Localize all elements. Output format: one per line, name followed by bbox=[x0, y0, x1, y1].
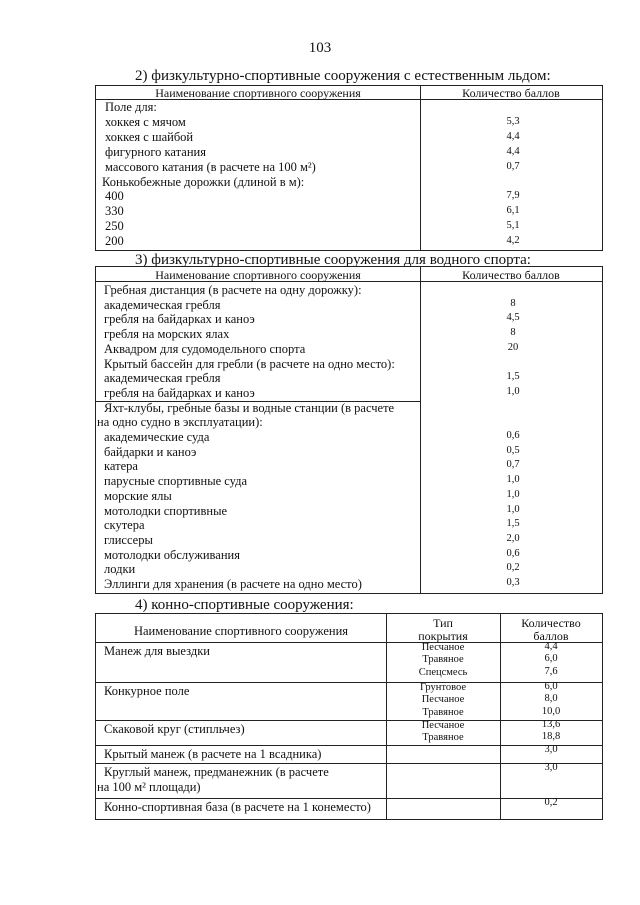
section2-row-label: 330 bbox=[105, 204, 124, 219]
section2-row-value: 6,1 bbox=[506, 205, 520, 217]
section3-row-label: Эллинги для хранения (в расчете на одно место) bbox=[104, 577, 362, 591]
section3-col-points: Количество баллов bbox=[462, 268, 560, 282]
section4-row-points: 0,2 bbox=[544, 797, 558, 808]
section2-row-label: хоккея с шайбой bbox=[105, 129, 194, 144]
section3-row-value: 0,7 bbox=[506, 459, 520, 471]
section2-row-label: хоккея с мячом bbox=[105, 114, 186, 129]
section4-row-name: Крытый манеж (в расчете на 1 всадника) bbox=[104, 747, 322, 761]
section3-row-value: 1,0 bbox=[506, 474, 520, 486]
section2-row-label: 250 bbox=[105, 219, 124, 234]
section4-col-points-2: баллов bbox=[533, 629, 569, 643]
section3-row-value: 2,0 bbox=[506, 532, 520, 544]
section3-heading: 3) физкультурно-спортивные сооружения для водного спорта: bbox=[135, 252, 531, 268]
section4-row-name: Конно-спортивная база (в расчете на 1 конеместо) bbox=[104, 800, 371, 814]
section2-row-label: фигурного катания bbox=[105, 144, 206, 159]
section2-heading: 2) физкультурно-спортивные сооружения с естественным льдом: bbox=[135, 68, 551, 84]
section3-row-label: катера bbox=[104, 459, 138, 474]
section3-row-label: академические суда bbox=[104, 430, 210, 444]
section3-row-label: академическая гребля bbox=[104, 297, 221, 312]
section3-row-label: лодки bbox=[104, 562, 136, 577]
section4-row-points: 18,8 bbox=[541, 731, 561, 743]
section4-row-points: 10,0 bbox=[541, 705, 561, 717]
section2-col-divider bbox=[420, 86, 421, 250]
section4-row-name: Круглый манеж, предманежник (в расчете bbox=[104, 765, 329, 779]
section4-row-points: 8,0 bbox=[544, 693, 558, 705]
section3-row-label: мотолодки обслуживания bbox=[104, 547, 240, 562]
section3-row-value: 8 bbox=[510, 327, 516, 339]
section3-row-value: 0,2 bbox=[506, 562, 520, 574]
section4-row-points: 3,0 bbox=[544, 744, 558, 755]
section4-row-points: 4,4 bbox=[544, 641, 558, 652]
section3-row-label: на одно судно в эксплуатации): bbox=[97, 415, 263, 430]
section4-row-coverage: Песчаное bbox=[421, 642, 465, 653]
section2-table bbox=[95, 85, 603, 251]
section3-row-value: 8 bbox=[510, 297, 516, 309]
section2-row-value: 4,2 bbox=[506, 235, 520, 247]
section4-row-coverage: Травяное bbox=[422, 706, 464, 718]
section2-row-label: 400 bbox=[105, 189, 124, 204]
section3-row-label: Крытый бассейн для гребли (в расчете на одно место): bbox=[104, 356, 395, 371]
section4-row-name: Конкурное поле bbox=[104, 684, 190, 698]
section3-table bbox=[95, 266, 603, 594]
section3-row-value: 1,0 bbox=[506, 503, 520, 515]
section3-row-value: 0,5 bbox=[506, 444, 520, 456]
section3-row-label: гребля на байдарках и каноэ bbox=[104, 312, 255, 327]
section4-row-coverage: Грунтовое bbox=[419, 682, 466, 693]
section4-row-points: 7,6 bbox=[544, 665, 558, 677]
page-number: 103 bbox=[308, 40, 332, 56]
section4-row-points: 3,0 bbox=[544, 762, 558, 773]
section4-heading: 4) конно-спортивные сооружения: bbox=[135, 597, 354, 613]
section4-row-coverage: Спецсмесь bbox=[418, 666, 468, 678]
section3-row-label: гребля на морских ялах bbox=[104, 327, 230, 342]
section2-row-label: Конькобежные дорожки (длиной в м): bbox=[102, 174, 305, 189]
section3-row-label: мотолодки спортивные bbox=[104, 503, 228, 518]
section4-col-name: Наименование спортивного сооружения bbox=[133, 624, 349, 638]
section4-row-name: Скаковой круг (стипльчез) bbox=[104, 722, 245, 736]
section3-row-label: Гребная дистанция (в расчете на одну дорожку): bbox=[104, 283, 362, 297]
section3-row-value: 1,0 bbox=[506, 385, 520, 397]
section2-row-value: 4,4 bbox=[506, 145, 520, 157]
section4-row-name: на 100 м² площади) bbox=[97, 780, 201, 794]
section2-row-value: 7,9 bbox=[506, 190, 520, 202]
section3-row-rule bbox=[96, 401, 420, 402]
section2-row-value: 4,4 bbox=[506, 130, 520, 142]
section3-row-value: 0,6 bbox=[506, 547, 520, 559]
section2-col-name: Наименование спортивного сооружения bbox=[155, 86, 361, 100]
section4-col-points-1: Количество bbox=[521, 616, 581, 630]
section3-row-label: Яхт-клубы, гребные базы и водные станции (в расчете bbox=[104, 400, 395, 415]
section3-row-value: 1,0 bbox=[506, 488, 520, 500]
section3-row-label: Аквадром для судомодельного спорта bbox=[104, 341, 306, 356]
section4-row-points: 6,0 bbox=[544, 653, 558, 665]
section4-row-coverage: Травяное bbox=[422, 732, 464, 744]
section3-row-label: академическая гребля bbox=[104, 371, 221, 386]
section4-row-points: 6,0 bbox=[544, 681, 558, 692]
section3-row-label: гребля на байдарках и каноэ bbox=[104, 385, 255, 400]
section4-row-coverage: Песчаное bbox=[421, 720, 465, 731]
section2-col-points: Количество баллов bbox=[462, 86, 560, 100]
section4-table bbox=[95, 613, 603, 820]
section3-col-name: Наименование спортивного сооружения bbox=[155, 268, 361, 282]
section2-row-value: 0,7 bbox=[506, 160, 520, 172]
section3-row-value: 1,5 bbox=[506, 518, 520, 530]
section3-row-value: 20 bbox=[507, 341, 519, 353]
section3-row-label: байдарки и каноэ bbox=[104, 444, 197, 459]
section4-col-type-1: Тип bbox=[433, 616, 453, 630]
section4-row-coverage: Песчаное bbox=[421, 694, 465, 706]
section3-row-value: 1,5 bbox=[506, 371, 520, 383]
section3-row-label: скутера bbox=[104, 518, 145, 533]
section3-row-label: парусные спортивные суда bbox=[104, 474, 248, 489]
section4-row-name: Манеж для выездки bbox=[104, 644, 210, 658]
section2-row-label: 200 bbox=[105, 234, 124, 249]
section3-col-divider bbox=[420, 267, 421, 593]
section3-row-label: морские ялы bbox=[104, 488, 172, 503]
section3-row-label: глиссеры bbox=[104, 532, 153, 547]
section4-col-type-2: покрытия bbox=[418, 629, 468, 643]
section2-row-value: 5,3 bbox=[506, 115, 520, 127]
section3-row-value: 4,5 bbox=[506, 312, 520, 324]
section4-row-points: 13,6 bbox=[541, 719, 561, 730]
section2-row-label: массового катания (в расчете на 100 м²) bbox=[105, 159, 316, 174]
section2-row-value: 5,1 bbox=[506, 220, 520, 232]
section3-row-value: 0,6 bbox=[506, 430, 520, 441]
section3-row-value: 0,3 bbox=[506, 577, 520, 588]
section4-row-coverage: Травяное bbox=[422, 654, 464, 666]
section2-row-label: Поле для: bbox=[105, 100, 157, 114]
